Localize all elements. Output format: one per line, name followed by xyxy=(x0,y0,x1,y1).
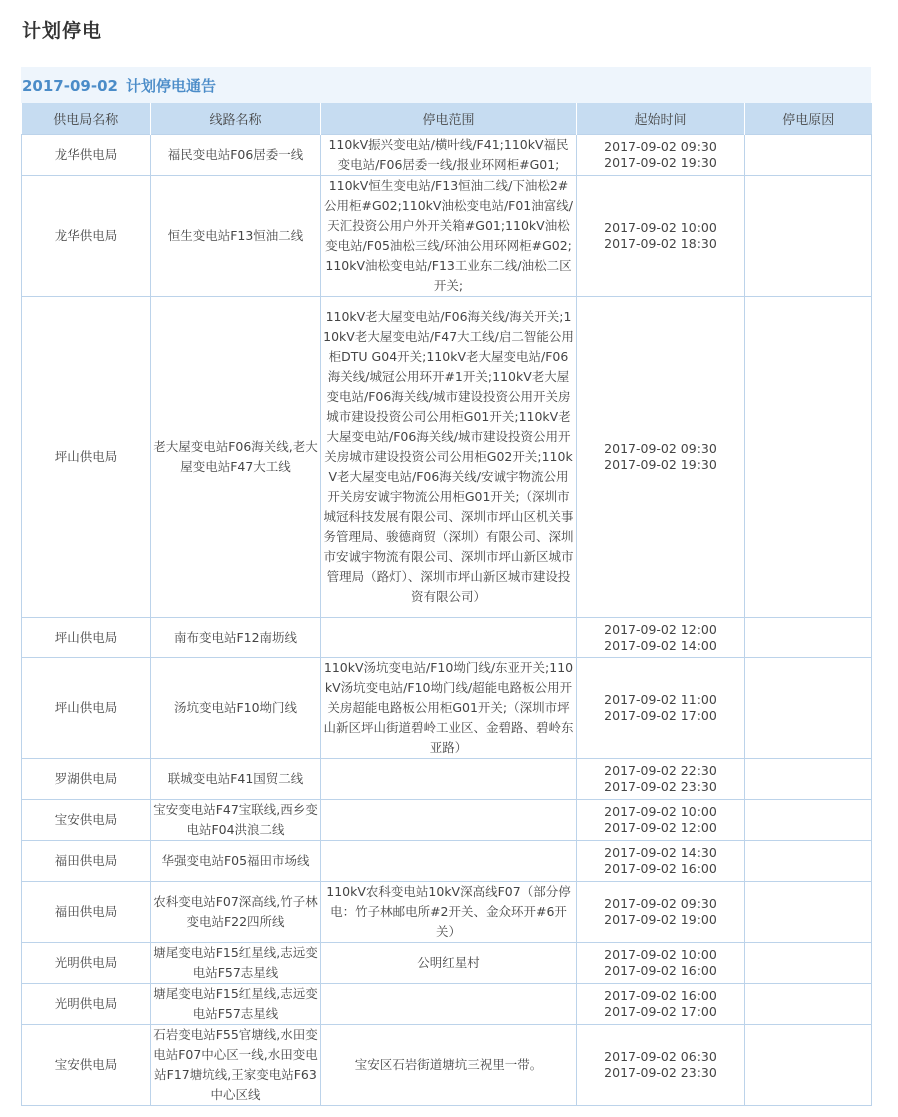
notice-title xyxy=(21,67,871,103)
cell-reason xyxy=(745,176,872,297)
cell-line: 华强变电站F05福田市场线 xyxy=(151,841,321,882)
cell-time xyxy=(577,176,745,297)
cell-time xyxy=(577,135,745,176)
cell-range: 110kV振兴变电站/横叶线/F41;110kV福民变电站/F06居委一线/报业环网柜#G01; xyxy=(321,135,577,176)
table-header-row xyxy=(22,103,872,135)
cell-time xyxy=(577,297,745,618)
cell-time xyxy=(577,1025,745,1106)
cell-range xyxy=(321,841,577,882)
cell-range xyxy=(321,984,577,1025)
end-time: 2017-09-02 17:00 xyxy=(604,708,717,723)
cell-reason xyxy=(745,1025,872,1106)
end-time: 2017-09-02 14:00 xyxy=(604,637,717,653)
cell-line: 汤坑变电站F10坳门线 xyxy=(151,658,321,759)
cell-bureau: 罗湖供电局 xyxy=(22,759,151,800)
cell-line: 福民变电站F06居委一线 xyxy=(151,135,321,176)
header-start-time: 起始时间 xyxy=(577,103,745,135)
start-time: 2017-09-02 14:30 xyxy=(604,845,717,860)
cell-reason xyxy=(745,297,872,618)
start-time: 2017-09-02 16:00 xyxy=(604,988,717,1003)
end-time: 2017-09-02 18:30 xyxy=(604,236,717,251)
cell-line: 塘尾变电站F15红星线,志远变电站F57志星线 xyxy=(151,943,321,984)
cell-bureau: 龙华供电局 xyxy=(22,176,151,297)
cell-time xyxy=(577,841,745,882)
end-time: 2017-09-02 17:00 xyxy=(604,1004,717,1019)
table-row xyxy=(22,759,872,800)
start-time: 2017-09-02 09:30 xyxy=(604,139,717,154)
end-time: 2017-09-02 12:00 xyxy=(604,820,717,835)
cell-line: 塘尾变电站F15红星线,志远变电站F57志星线 xyxy=(151,984,321,1025)
notice-heading: 计划停电通告 xyxy=(125,77,216,95)
cell-time xyxy=(577,800,745,841)
table-row xyxy=(22,1025,872,1106)
table-row xyxy=(22,297,872,618)
cell-reason xyxy=(745,800,872,841)
cell-line: 南布变电站F12南坜线 xyxy=(151,618,321,658)
cell-range: 110kV恒生变电站/F13恒油二线/下油松2#公用柜#G02;110kV油松变电站/F01油富线/天汇投资公用户外开关箱#G01;110kV油松变电站/F05油松三线/环油公用环网柜#G02;110kV油松变电站/F13工业东二线/油松二区开关; xyxy=(321,176,577,297)
end-time: 2017-09-02 23:30 xyxy=(604,779,717,794)
cell-time xyxy=(577,984,745,1025)
table-row xyxy=(22,943,872,984)
end-time: 2017-09-02 19:00 xyxy=(604,912,717,927)
cell-range: 宝安区石岩街道塘坑三祝里一带。 xyxy=(321,1025,577,1106)
header-reason: 停电原因 xyxy=(745,103,872,135)
cell-reason xyxy=(745,658,872,759)
table-row xyxy=(22,135,872,176)
cell-range xyxy=(321,759,577,800)
notice-panel xyxy=(21,67,871,1106)
cell-bureau: 坪山供电局 xyxy=(22,618,151,658)
header-range: 停电范围 xyxy=(321,103,577,135)
cell-bureau: 福田供电局 xyxy=(22,841,151,882)
cell-range: 110kV汤坑变电站/F10坳门线/东亚开关;110kV汤坑变电站/F10坳门线/超能电路板公用开关房超能电路板公用柜G01开关;（深圳市坪山新区坪山街道碧岭工业区、金碧路、碧岭东亚路） xyxy=(321,658,577,759)
cell-line: 恒生变电站F13恒油二线 xyxy=(151,176,321,297)
end-time: 2017-09-02 16:00 xyxy=(604,861,717,876)
cell-line: 农科变电站F07深高线,竹子林变电站F22四所线 xyxy=(151,882,321,943)
cell-reason xyxy=(745,135,872,176)
cell-range xyxy=(321,618,577,658)
table-row xyxy=(22,984,872,1025)
end-time: 2017-09-02 19:30 xyxy=(604,155,717,170)
cell-reason xyxy=(745,618,872,658)
cell-reason xyxy=(745,882,872,943)
cell-reason xyxy=(745,841,872,882)
cell-time xyxy=(577,882,745,943)
cell-bureau: 坪山供电局 xyxy=(22,658,151,759)
start-time: 2017-09-02 06:30 xyxy=(604,1049,717,1064)
cell-reason xyxy=(745,984,872,1025)
cell-bureau: 宝安供电局 xyxy=(22,1025,151,1106)
cell-range: 110kV农科变电站10kV深高线F07（部分停电：竹子林邮电所#2开关、金众环开#6开关） xyxy=(321,882,577,943)
table-row xyxy=(22,618,872,658)
cell-range xyxy=(321,800,577,841)
start-time: 2017-09-02 22:30 xyxy=(604,763,717,778)
cell-bureau: 福田供电局 xyxy=(22,882,151,943)
cell-bureau: 光明供电局 xyxy=(22,943,151,984)
cell-line: 石岩变电站F55官塘线,水田变电站F07中心区一线,水田变电站F17塘坑线,王家变电站F63中心区线 xyxy=(151,1025,321,1106)
header-line: 线路名称 xyxy=(151,103,321,135)
cell-line: 老大屋变电站F06海关线,老大屋变电站F47大工线 xyxy=(151,297,321,618)
cell-line: 宝安变电站F47宝联线,西乡变电站F04洪浪二线 xyxy=(151,800,321,841)
end-time: 2017-09-02 16:00 xyxy=(604,963,717,978)
start-time: 2017-09-02 10:00 xyxy=(604,220,717,235)
start-time: 2017-09-02 12:00 xyxy=(604,621,717,637)
notice-date: 2017-09-02 xyxy=(22,77,118,95)
cell-line: 联城变电站F41国贸二线 xyxy=(151,759,321,800)
outage-table xyxy=(21,103,872,1106)
cell-range: 公明红星村 xyxy=(321,943,577,984)
header-bureau: 供电局名称 xyxy=(22,103,151,135)
cell-range: 110kV老大屋变电站/F06海关线/海关开关;110kV老大屋变电站/F47大工线/启二智能公用柜DTU G04开关;110kV老大屋变电站/F06海关线/城冠公用环开#1开关;110kV老大屋变电站/F06海关线/城市建设投资公用开关房城市建设投资公司公用柜G01开关;110kV老大屋变电站/F06海关线/城市建设投资公用开关房城市建设投资公司公用柜G02开关;110kV老大屋变电站/F06海关线/安诚宇物流公用开关房安诚宇物流公用柜G01开关;（深圳市城冠科技发展有限公司、深圳市坪山区机关事务管理局、骏德商贸（深圳）有限公司、深圳市安诚宇物流有限公司、深圳市坪山新区城市管理局（路灯）、深圳市坪山新区城市建设投资有限公司） xyxy=(321,297,577,618)
table-row xyxy=(22,658,872,759)
cell-time xyxy=(577,943,745,984)
page-title: 计划停电 xyxy=(22,20,103,42)
cell-time xyxy=(577,618,745,658)
table-row xyxy=(22,176,872,297)
start-time: 2017-09-02 10:00 xyxy=(604,804,717,819)
table-row xyxy=(22,841,872,882)
start-time: 2017-09-02 09:30 xyxy=(604,441,717,456)
end-time: 2017-09-02 19:30 xyxy=(604,457,717,472)
cell-time xyxy=(577,759,745,800)
cell-reason xyxy=(745,943,872,984)
table-row xyxy=(22,800,872,841)
cell-bureau: 坪山供电局 xyxy=(22,297,151,618)
cell-bureau: 光明供电局 xyxy=(22,984,151,1025)
cell-bureau: 龙华供电局 xyxy=(22,135,151,176)
end-time: 2017-09-02 23:30 xyxy=(604,1065,717,1080)
cell-reason xyxy=(745,759,872,800)
cell-time xyxy=(577,658,745,759)
start-time: 2017-09-02 11:00 xyxy=(604,692,717,707)
start-time: 2017-09-02 09:30 xyxy=(604,896,717,911)
start-time: 2017-09-02 10:00 xyxy=(604,947,717,962)
cell-bureau: 宝安供电局 xyxy=(22,800,151,841)
table-row xyxy=(22,882,872,943)
